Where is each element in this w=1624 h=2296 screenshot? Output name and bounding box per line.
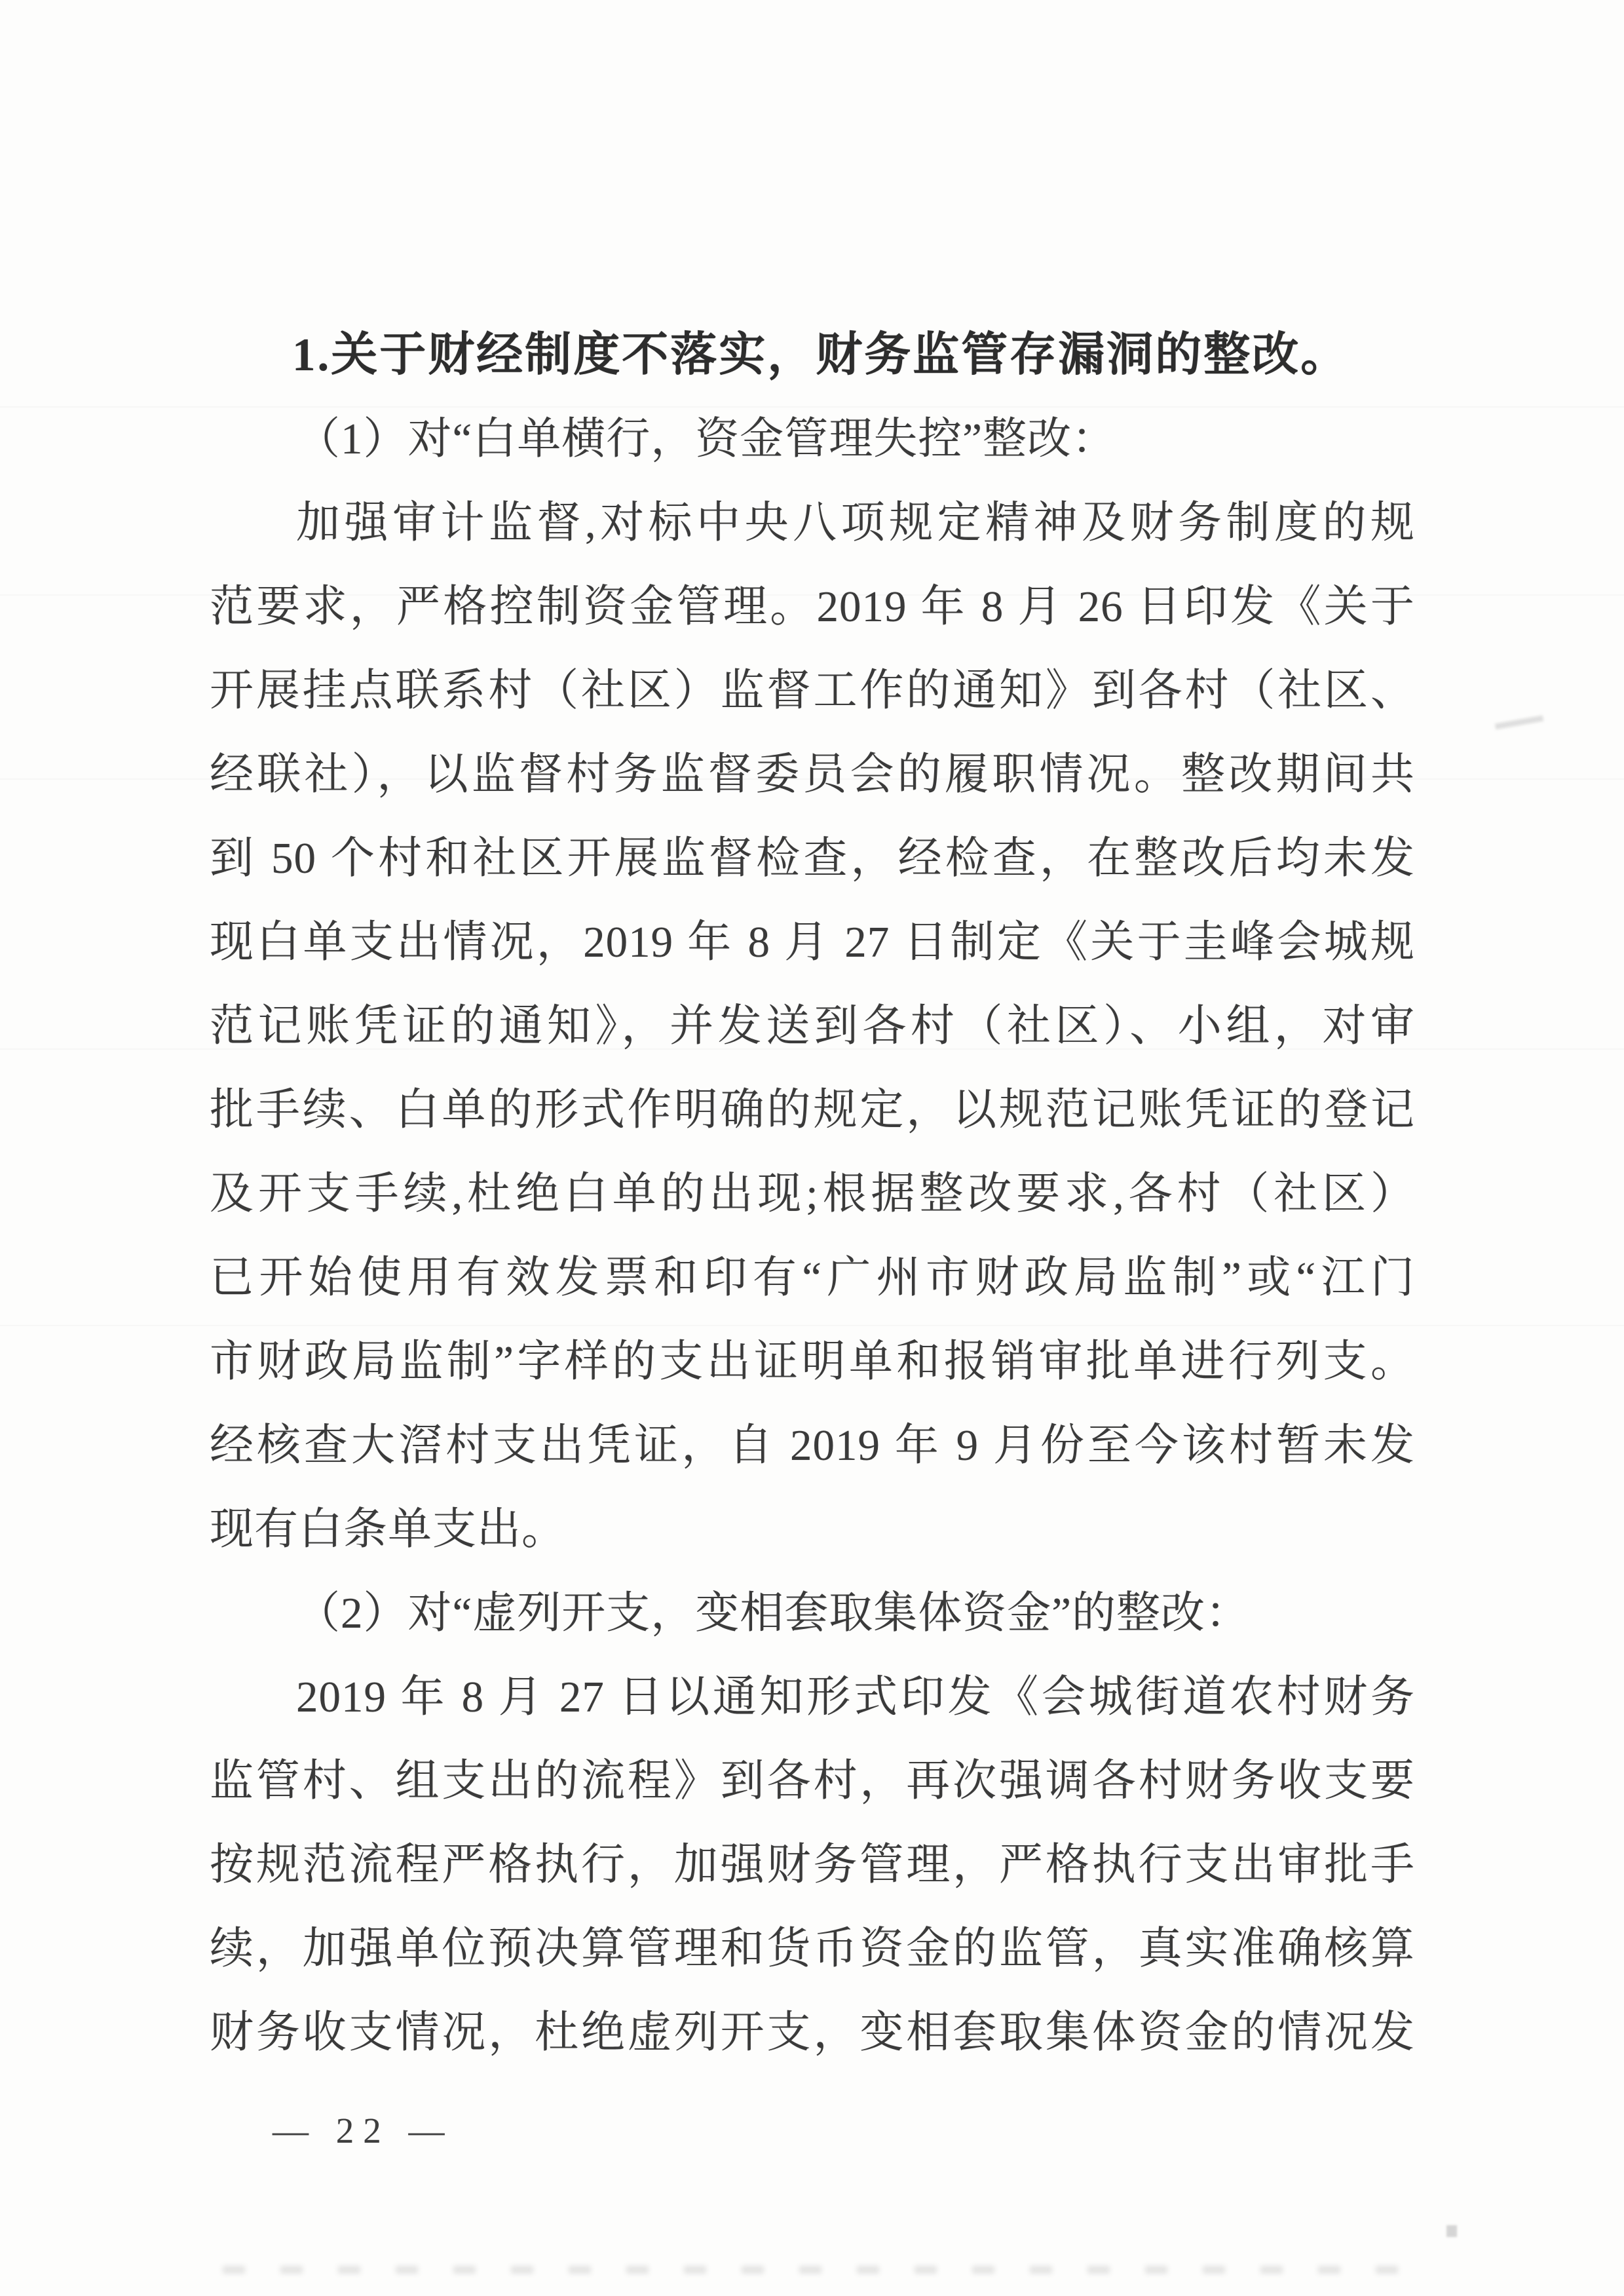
pencil-smear-artifact: [1495, 716, 1543, 730]
section-heading: 1.关于财经制度不落实，财务监管存漏洞的整改。: [292, 330, 1350, 381]
text-line: 现白单支出情况，2019 年 8 月 27 日制定《关于圭峰会城规: [210, 918, 1415, 966]
text-line: 现有白条单支出。: [210, 1505, 566, 1554]
text-line: 财务收支情况，杜绝虚列开支，变相套取集体资金的情况发: [210, 2008, 1415, 2057]
text-line: 开展挂点联系村（社区）监督工作的通知》到各村（社区、: [210, 666, 1415, 715]
page-bleed-smudge: [223, 2266, 1402, 2274]
text-line: 经核查大滘村支出凭证，自 2019 年 9 月份至今该村暂未发: [210, 1421, 1415, 1470]
text-line: 范记账凭证的通知》，并发送到各村（社区）、小组，对审: [210, 1002, 1415, 1050]
text-line: 续，加强单位预决算管理和货币资金的监管，真实准确核算: [210, 1924, 1415, 1973]
text-line: 监管村、组支出的流程》到各村，再次强调各村财务收支要: [210, 1757, 1415, 1805]
text-line: 范要求，严格控制资金管理。2019 年 8 月 26 日印发《关于: [210, 583, 1415, 631]
ink-spot-artifact: [1446, 2225, 1457, 2237]
text-line: 批手续、白单的形式作明确的规定，以规范记账凭证的登记: [210, 1086, 1415, 1134]
text-line: 经联社），以监督村务监督委员会的履职情况。整改期间共: [210, 750, 1415, 799]
page-number: — 22 —: [273, 2111, 454, 2151]
text-line: （1）对“白单横行，资金管理失控”整改：: [296, 415, 1116, 463]
text-line: 按规范流程严格执行，加强财务管理，严格执行支出审批手: [210, 1841, 1415, 1889]
text-line: 到 50 个村和社区开展监督检查，经检查，在整改后均未发: [210, 834, 1415, 883]
text-line: （2）对“虚列开支，变相套取集体资金”的整改：: [296, 1589, 1250, 1637]
text-line: 市财政局监制”字样的支出证明单和报销审批单进行列支。: [210, 1337, 1415, 1386]
text-line: 2019 年 8 月 27 日以通知形式印发《会城街道农村财务: [296, 1673, 1415, 1721]
text-line: 及开支手续,杜绝白单的出现;根据整改要求,各村（社区）: [210, 1170, 1415, 1218]
text-line: 加强审计监督,对标中央八项规定精神及财务制度的规: [296, 499, 1415, 547]
document-content: [210, 313, 1415, 2161]
text-line: 已开始使用有效发票和印有“广州市财政局监制”或“江门: [210, 1253, 1415, 1302]
